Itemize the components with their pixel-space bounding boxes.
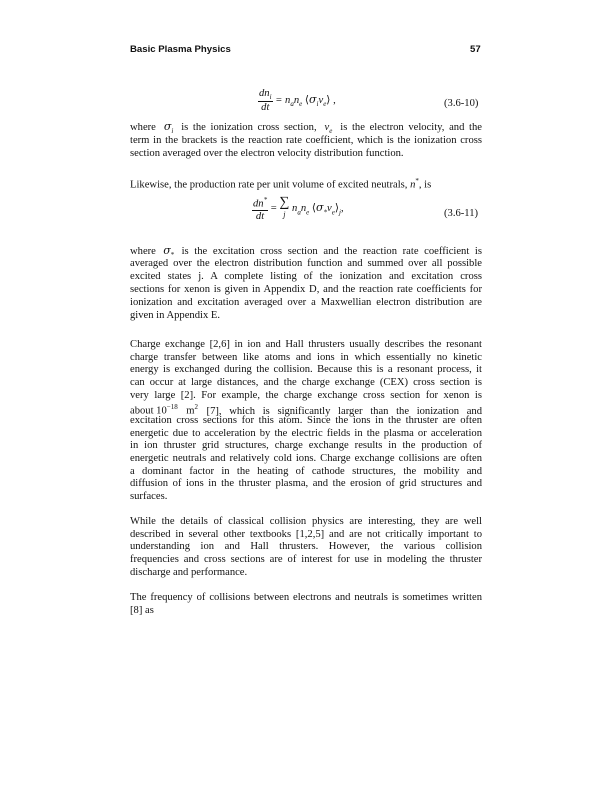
text-line: excitation cross sections for this atom. Since the ions in the thruster are often [130,415,482,426]
eq-text: a [290,100,294,109]
text-line: given in Appendix E. [130,310,221,321]
text-line: term in the brackets is the reaction rate coefficient, which is the ionization cross [130,135,482,146]
equation-3-6-11 [252,196,344,222]
eq-text: v [318,95,324,106]
text-line: averaged over the electron distribution function and summed over all possible [130,258,482,269]
math-symbol: v [324,122,330,133]
eq-text: i [269,93,272,102]
text-line: [8] as [130,605,154,616]
text: m [186,405,195,417]
text: about 10 [130,405,167,417]
equation-3-6-10 [258,88,336,113]
text-line: very large [2]. For example, the charge exchange cross section for xenon is [130,390,482,401]
page-number: 57 [470,44,481,55]
eq-text: e [323,100,327,109]
text: is the ionization cross section, [181,122,317,133]
text: Likewise, the production rate per unit volume of excited neutrals, [130,179,408,191]
eq-text: j [283,209,286,219]
eq-text: j [339,208,341,217]
text-line: understanding ion and Hall thrusters. However, the various collision [130,541,482,552]
text-line: frequencies and cross sections are of interest for use in modeling the thruster [130,554,482,565]
text: is the electron velocity, and the [340,122,482,133]
eq-text: n [293,95,300,106]
text-line: described in several other textbooks [1,2,5] and are not critically important to [130,529,482,540]
eq-text: dn [253,198,264,210]
text: where [130,122,156,133]
text-line: Charge exchange [2,6] in ion and Hall thrusters usually describes the resonant [130,339,482,350]
text-line: section averaged over the electron velocity distribution function. [130,148,404,159]
text-line: energy is exchanged during the collision. Because this is a resonant process, it [130,364,482,375]
equation-label: (3.6-11) [444,208,479,219]
text-line: a dominant factor in the heating of cathode structures, the mobility and [130,466,482,477]
eq-text: e [299,100,303,109]
text-line: The frequency of collisions between electrons and neutrals is sometimes written [130,592,482,603]
text-line: ionization and excitation averaged over a Maxwellian electron distribution are [130,297,482,308]
eq-text: n [292,203,298,215]
eq-text: σ [316,201,324,215]
eq-text: e [306,208,310,217]
eq-text: σ [309,93,317,106]
text-line: in ion thruster grid structures, charge exchange results in the production of [130,440,482,451]
math-symbol: i [171,127,174,136]
eq-text: dn [259,88,270,99]
eq-text: dt [255,210,265,222]
eq-text: ⟨ [304,95,310,106]
eq-text: * [263,196,268,204]
eq-text: a [297,208,301,217]
text-line: surfaces. [130,491,168,502]
text-line: excited states j. A complete listing of the ionization and excitation cross [130,271,482,282]
text: , is [418,179,432,191]
text-line: discharge and performance. [130,567,248,578]
math-symbol: * [415,177,419,185]
math-symbol: σ [163,120,172,133]
text-line: While the details of classical collision physics are interesting, they are well [130,516,482,527]
equation-label: (3.6-10) [444,98,479,109]
text-line: can occur at large distances, and the charge exchange (CEX) cross section is [130,377,482,388]
eq-text: n [300,203,307,215]
math-symbol: * [170,251,175,260]
eq-text: i [316,100,319,109]
text: where [130,246,156,257]
text-line: energetic neutrals and relatively cold ions. Charge exchange collisions are often [130,453,482,464]
eq-text: dt [261,102,270,114]
text-line: charge transfer between like atoms and ions in which essentially no kinetic [130,352,482,363]
eq-text: v [327,203,332,215]
eq-text: e [331,208,335,217]
eq-text: * [323,208,328,217]
sum-symbol: ∑ [279,194,290,210]
math-symbol: e [329,127,333,136]
text-line: diffusion of ions in the thruster plasma, and the erosion of grid structures and [130,478,482,489]
text-line: energetic due to acceleration by the electric fields in the plasma or acceleration [130,428,482,439]
text-line: sections for xenon is given in Appendix D, and the reaction rate coefficients for [130,284,482,295]
text: −18 [166,403,178,411]
eq-text: = n [275,95,291,106]
running-title: Basic Plasma Physics [130,44,231,55]
text: 2 [194,403,199,411]
math-symbol: n [410,179,416,191]
math-symbol: σ [163,244,171,257]
paragraph [130,175,482,192]
eq-text: ⟩ , [326,95,336,106]
text: [7], which is significantly larger than the ionization and [206,405,482,417]
eq-text: = [270,203,277,215]
eq-text: , [340,203,344,215]
eq-text: ⟩ [334,203,339,215]
text: is the excitation cross section and the reaction rate coefficient is [181,246,482,257]
eq-text: ⟨ [311,203,317,215]
